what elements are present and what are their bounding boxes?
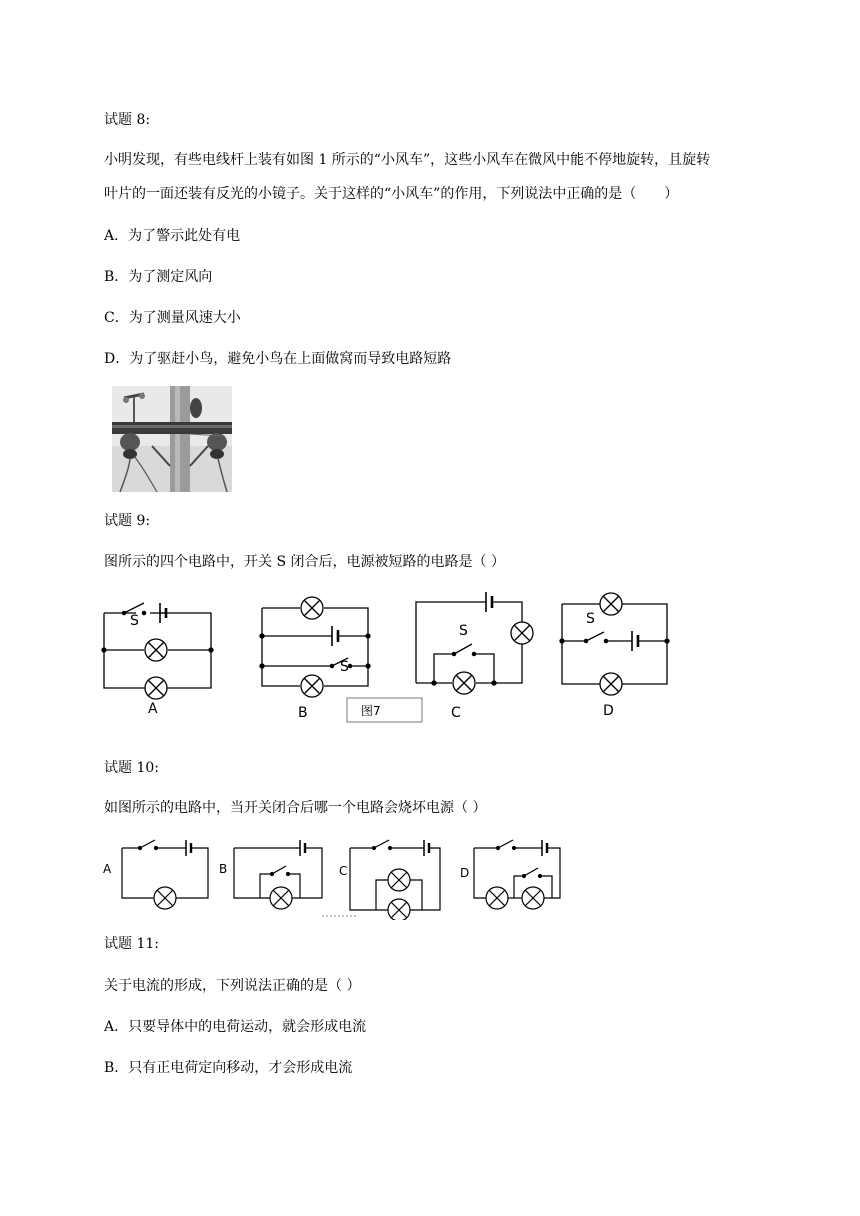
circuit-c-label: C — [451, 705, 461, 721]
question-10-circuit-figure — [100, 830, 570, 920]
question-8-option-d: D．为了驱赶小鸟，避免小鸟在上面做窝而导致电路短路 — [104, 351, 452, 367]
q10-circuit-b — [234, 840, 322, 909]
question-10-header: 试题 10: — [104, 760, 159, 776]
circuit-c — [416, 592, 533, 694]
question-8-stem-line-2: 叶片的一面还装有反光的小镜子。关于这样的“小风车”的作用，下列说法中正确的是（ ） — [104, 186, 679, 202]
q10-circuit-a-label: A — [103, 862, 112, 876]
q10-circuit-d-label: D — [460, 866, 470, 880]
circuit-d — [560, 593, 669, 695]
question-8-header: 试题 8: — [104, 112, 151, 128]
q10-circuit-d — [474, 840, 560, 909]
circuit-a — [102, 603, 213, 699]
question-11-option-a: A．只要导体中的电荷运动，就会形成电流 — [104, 1019, 367, 1035]
question-9-stem: 图所示的四个电路中，开关 S 闭合后，电源被短路的电路是（ ） — [104, 554, 505, 570]
circuit-b-switch-label: S — [340, 659, 349, 675]
question-8-option-c: C．为了测量风速大小 — [104, 310, 241, 326]
question-9-header: 试题 9: — [104, 513, 151, 529]
circuit-a-switch-label: S — [130, 613, 139, 629]
question-8-stem-line-1: 小明发现，有些电线杆上装有如图 1 所示的“小风车”，这些小风车在微风中能不停地旋转，且旋转 — [104, 152, 711, 168]
circuit-c-switch-label: S — [459, 623, 468, 639]
circuit-d-switch-label: S — [586, 611, 595, 627]
q10-circuit-c — [350, 840, 440, 920]
q10-circuit-c-label: C — [339, 864, 348, 878]
question-8-option-b: B．为了测定风向 — [104, 269, 213, 285]
circuit-b — [260, 597, 370, 697]
circuit-a-label: A — [148, 701, 158, 717]
question-11-option-b: B．只有正电荷定向移动，才会形成电流 — [104, 1060, 353, 1076]
question-11-header: 试题 11: — [104, 936, 159, 952]
question-9-circuit-figure — [96, 588, 716, 728]
question-10-stem: 如图所示的电路中，当开关闭合后哪一个电路会烧坏电源（ ） — [104, 800, 487, 816]
pole-windmill-photo — [112, 386, 232, 492]
question-11-stem: 关于电流的形成，下列说法正确的是（ ） — [104, 978, 361, 994]
circuit-b-label: B — [298, 705, 308, 721]
q10-circuit-b-label: B — [219, 862, 228, 876]
figure-7-caption: 图7 — [361, 704, 381, 718]
circuit-d-label: D — [603, 703, 614, 719]
question-8-option-a: A．为了警示此处有电 — [104, 228, 241, 244]
q10-circuit-a — [122, 840, 208, 909]
